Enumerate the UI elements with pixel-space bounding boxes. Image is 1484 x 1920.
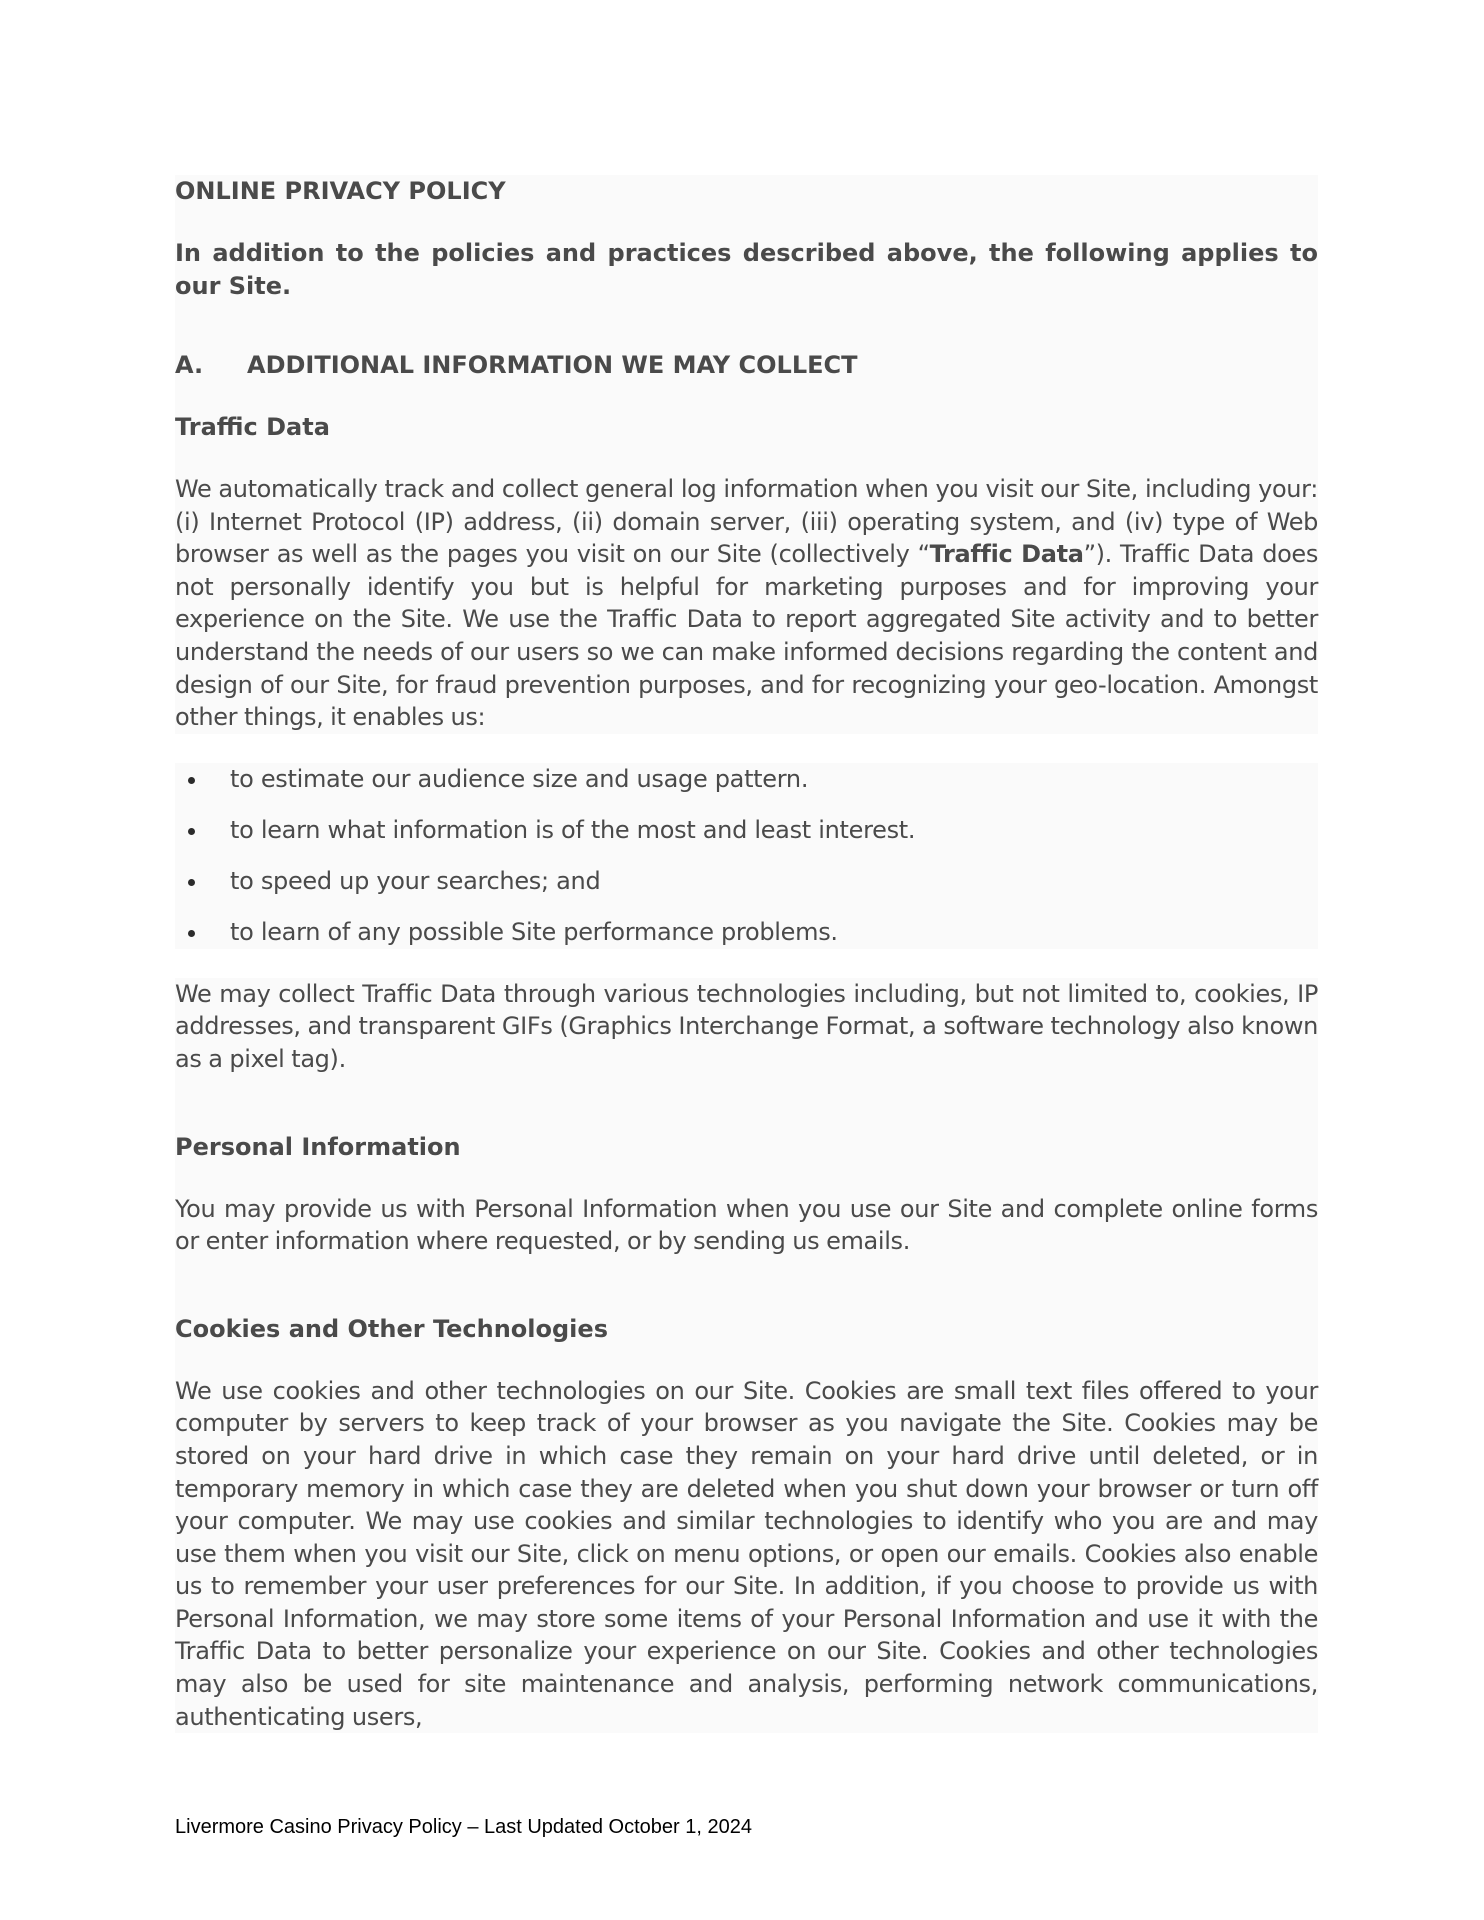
intro-paragraph: In addition to the policies and practices described above, the following applies to our Site. — [175, 239, 1318, 300]
bullet-icon — [188, 879, 195, 886]
list-item — [175, 763, 1318, 796]
list-item-text: to learn what information is of the most and least interest. — [230, 815, 916, 844]
traffic-data-heading: Traffic Data — [175, 413, 330, 441]
section-a-letter: A. — [175, 351, 204, 379]
bullet-icon — [188, 930, 195, 937]
list-item — [175, 916, 1318, 949]
list-item — [175, 865, 1318, 898]
traffic-data-bullet-list — [175, 763, 1318, 949]
personal-information-heading: Personal Information — [175, 1132, 461, 1161]
secondary-shaded-block — [175, 978, 1318, 1734]
document-body — [175, 175, 1318, 1733]
bullet-icon — [188, 777, 195, 784]
page-footer: Livermore Casino Privacy Policy – Last Updated October 1, 2024 — [175, 1816, 752, 1838]
personal-information-paragraph: You may provide us with Personal Information when you use our Site and complete online forms or enter information where requested, or by sending us emails. — [175, 1194, 1318, 1256]
list-item-text: to learn of any possible Site performance problems. — [230, 917, 838, 946]
traffic-data-technologies-paragraph: We may collect Traffic Data through various technologies including, but not limited to, cookies, IP addresses, and transparent GIFs (Graphics Interchange Format, a software technology also known as a pixel tag). — [175, 979, 1318, 1073]
traffic-data-term: Traffic Data — [929, 540, 1084, 569]
traffic-data-paragraph-start: We automatically track and collect general log information when you visit our Site, including your: (i) Internet Protocol (IP) address, (ii) domain server, (iii) operating system, and (iv) type of Web browser as well as the pages you visit on our Site (collectively “ — [175, 475, 1318, 569]
list-item — [175, 814, 1318, 847]
bullet-icon — [188, 828, 195, 835]
main-shaded-block — [175, 175, 1318, 734]
cookies-paragraph: We use cookies and other technologies on our Site. Cookies are small text files offered to your computer by servers to keep track of your browser as you navigate the Site. Cookies may be stored on your hard drive in which case they remain on your hard drive until deleted, or in temporary memory in which case they are deleted when you shut down your browser or turn off your computer. We may use cookies and similar technologies to identify who you are and may use them when you visit our Site, click on menu options, or open our emails. Cookies also enable us to remember your user preferences for our Site. In addition, if you choose to provide us with Personal Information, we may store some items of your Personal Information and use it with the Traffic Data to better personalize your experience on our Site. Cookies and other technologies may also be used for site maintenance and analysis, performing network communications, authenticating users, — [175, 1376, 1318, 1731]
list-item-text: to estimate our audience size and usage pattern. — [230, 764, 809, 793]
traffic-data-paragraph — [175, 473, 1318, 734]
cookies-heading: Cookies and Other Technologies — [175, 1314, 608, 1343]
section-a-title: ADDITIONAL INFORMATION WE MAY COLLECT — [247, 351, 858, 379]
list-item-text: to speed up your searches; and — [230, 866, 601, 895]
section-a-heading — [175, 349, 1318, 382]
document-title: ONLINE PRIVACY POLICY — [175, 177, 506, 205]
traffic-data-paragraph-end: ”). Traffic Data does not personally identify you but is helpful for marketing purposes and for improving your experience on the Site. We use the Traffic Data to report aggregated Site activity and to better understand the needs of our users so we can make informed decisions regarding the content and design of our Site, for fraud prevention purposes, and for recognizing your geo-location. Amongst other things, it enables us: — [175, 540, 1318, 732]
